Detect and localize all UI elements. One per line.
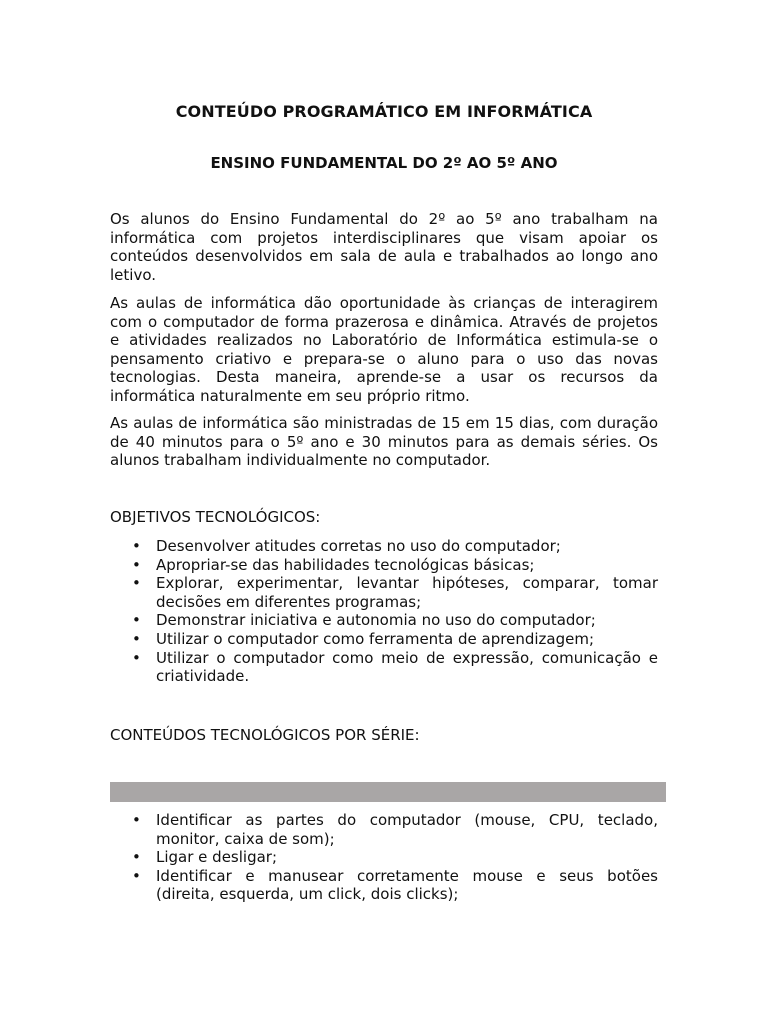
list-item xyxy=(110,556,658,575)
list-item-text: Apropriar-se das habilidades tecnológicas básicas; xyxy=(156,555,535,574)
paragraph-classes: As aulas de informática dão oportunidade às crianças de interagirem com o computador de forma prazerosa e dinâmica. Através de projetos e atividades realizados no Laboratório de Informática estimula-se o pensamento criativo e prepara-se o aluno para o uso das novas tecnologias. Desta maneira, aprende-se a usar os recursos da informática naturalmente em seu próprio ritmo. xyxy=(110,294,658,405)
bullet-icon: • xyxy=(132,555,141,574)
paragraph-intro: Os alunos do Ensino Fundamental do 2º ao 5º ano trabalham na informática com projetos interdisciplinares que visam apoiar os conteúdos desenvolvidos em sala de aula e trabalhados ao longo ano letivo. xyxy=(110,210,658,284)
contents-heading: CONTEÚDOS TECNOLÓGICOS POR SÉRIE: xyxy=(110,726,420,744)
table-header-bar xyxy=(110,782,666,802)
bullet-icon: • xyxy=(132,611,141,630)
bullet-icon: • xyxy=(132,848,141,867)
bullet-icon: • xyxy=(132,574,141,593)
list-item xyxy=(110,537,658,556)
list-item-text: Demonstrar iniciativa e autonomia no uso do computador; xyxy=(156,611,596,630)
list-item xyxy=(110,811,658,848)
list-item-text: Utilizar o computador como ferramenta de aprendizagem; xyxy=(156,629,594,648)
list-item xyxy=(110,574,658,611)
list-item xyxy=(110,848,658,867)
bullet-icon: • xyxy=(132,811,141,829)
document-title: CONTEÚDO PROGRAMÁTICO EM INFORMÁTICA xyxy=(175,102,593,121)
bullet-icon: • xyxy=(132,866,141,885)
list-item xyxy=(110,649,658,686)
paragraph-schedule: As aulas de informática são ministradas de 15 em 15 dias, com duração de 40 minutos para o 5º ano e 30 minutos para as demais séries. Os alunos trabalham individualmente no computador. xyxy=(110,414,658,470)
objectives-heading: OBJETIVOS TECNOLÓGICOS: xyxy=(110,508,321,526)
bullet-icon: • xyxy=(132,648,141,667)
list-item xyxy=(110,630,658,649)
document-subtitle: ENSINO FUNDAMENTAL DO 2º AO 5º ANO xyxy=(210,154,558,172)
list-item xyxy=(110,867,658,904)
bullet-icon: • xyxy=(132,537,141,555)
list-item-text: Explorar, experimentar, levantar hipóteses, comparar, tomar decisões em diferentes programas; xyxy=(156,574,658,611)
list-item-text: Desenvolver atitudes corretas no uso do computador; xyxy=(156,537,561,555)
list-item-text: Utilizar o computador como meio de expressão, comunicação e criatividade. xyxy=(156,648,658,686)
contents-list xyxy=(110,811,658,904)
list-item-text: Ligar e desligar; xyxy=(156,848,278,867)
list-item xyxy=(110,611,658,630)
list-item-text: Identificar as partes do computador (mouse, CPU, teclado, monitor, caixa de som); xyxy=(156,811,658,848)
list-item-text: Identificar e manusear corretamente mouse e seus botões (direita, esquerda, um click, dois clicks); xyxy=(156,866,658,904)
objectives-list xyxy=(110,537,658,686)
bullet-icon: • xyxy=(132,629,141,648)
